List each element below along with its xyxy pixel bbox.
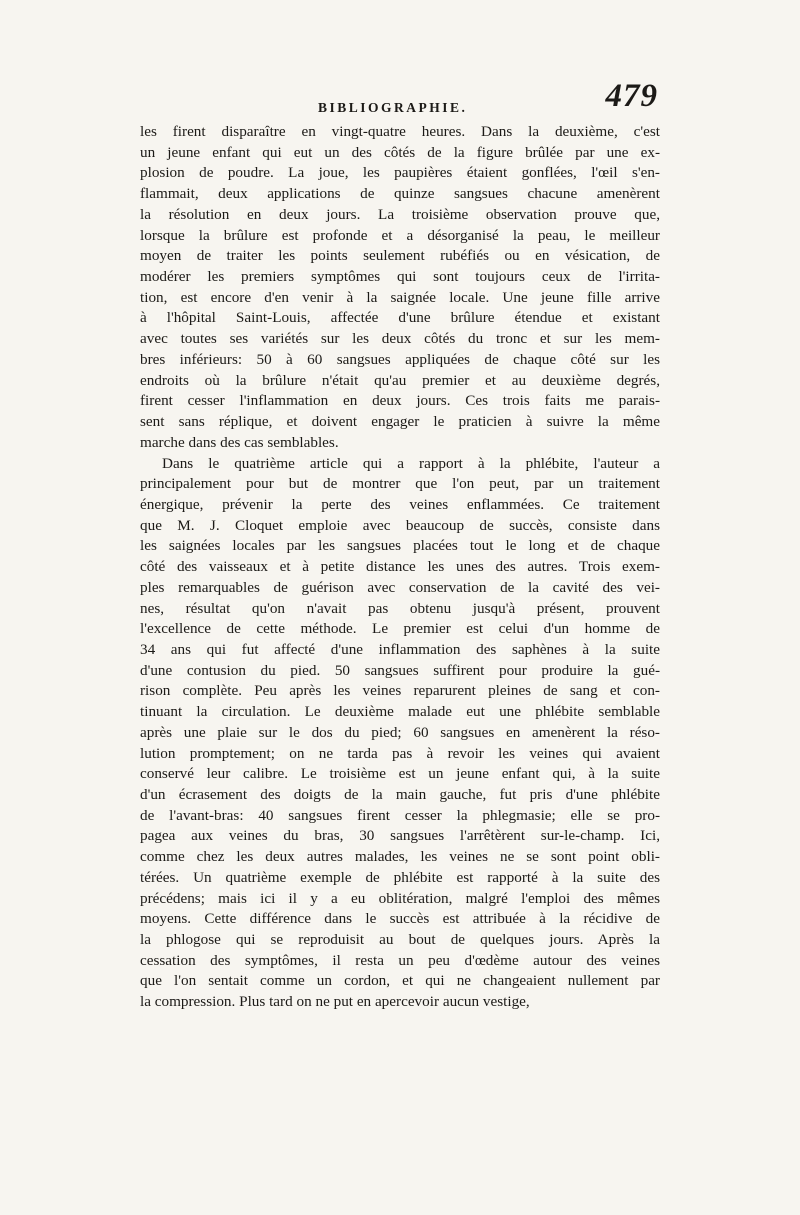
running-head: BIBLIOGRAPHIE. [318, 100, 468, 115]
text-line: énergique, prévenir la perte des veines enflammées. Ce traitement [140, 495, 660, 513]
text-line: nes, résultat qu'on n'avait pas obtenu jusqu'à présent, prouvent [140, 599, 660, 617]
text-line: principalement pour but de montrer que l'on peut, par un traitement [140, 475, 660, 493]
page-header [140, 78, 662, 122]
text-line: avec toutes ses variétés sur les deux côtés du tronc et sur les mem- [140, 330, 660, 348]
text-line: endroits où la brûlure n'était qu'au premier et au deuxième degrés, [140, 371, 660, 389]
text-line: flammait, deux applications de quinze sangsues chacune amenèrent [140, 185, 660, 203]
text-line: après une plaie sur le dos du pied; 60 sangsues en amenèrent la réso- [140, 723, 660, 741]
text-line: d'une contusion du pied. 50 sangsues suffirent pour produire la gué- [140, 661, 660, 679]
text-line: marche dans des cas semblables. [140, 433, 339, 451]
text-line: la compression. Plus tard on ne put en apercevoir aucun vestige, [140, 993, 530, 1011]
text-line: moyen de traiter les points seulement rubéfiés ou en vésication, de [140, 247, 660, 265]
text-line: que M. J. Cloquet emploie avec beaucoup de succès, consiste dans [140, 516, 660, 534]
page-number: 479 [605, 78, 658, 114]
text-line: d'un écrasement des doigts de la main gauche, fut pris d'une phlébite [140, 786, 660, 803]
text-line: tion, est encore d'en venir à la saignée locale. Une jeune fille arrive [140, 288, 660, 306]
text-line: firent cesser l'inflammation en deux jours. Ces trois faits me parais- [140, 392, 660, 410]
text-line: térées. Un quatrième exemple de phlébite est rapporté à la suite des [140, 868, 660, 886]
text-line: lorsque la brûlure est profonde et a désorganisé la peau, le meilleur [140, 226, 660, 244]
text-line: côté des vaisseaux et à petite distance les unes des autres. Trois exem- [140, 558, 660, 576]
text-line: cessation des symptômes, il resta un peu d'œdème autour des veines [140, 951, 660, 969]
text-line: les firent disparaître en vingt-quatre heures. Dans la deuxième, c'est [140, 123, 660, 140]
text-line: moyens. Cette différence dans le succès est attribuée à la récidive de [140, 910, 660, 928]
text-line: plosion de poudre. La joue, les paupières étaient gonflées, l'œil s'en- [140, 164, 660, 182]
text-line: 34 ans qui fut affecté d'une inflammation des saphènes à la suite [140, 640, 660, 658]
text-line: la phlogose qui se reproduisit au bout de quelques jours. Après la [140, 931, 660, 949]
text-line: rison complète. Peu après les veines reparurent pleines de sang et con- [140, 682, 660, 700]
body-text [140, 122, 660, 1013]
text-line: que l'on sentait comme un cordon, et qui ne changeaient nullement par [140, 972, 660, 990]
text-line: conservé leur calibre. Le troisième est un jeune enfant qui, à la suite [140, 765, 660, 783]
text-line: précédens; mais ici il y a eu oblitération, malgré l'emploi des mêmes [140, 889, 660, 907]
text-line: comme chez les deux autres malades, les veines ne se sont point obli- [140, 848, 660, 866]
text-line: un jeune enfant qui eut un des côtés de la figure brûlée par une ex- [140, 143, 660, 161]
text-line: à l'hôpital Saint-Louis, affectée d'une brûlure étendue et existant [140, 309, 660, 327]
text-line: modérer les premiers symptômes qui sont toujours ceux de l'irrita- [140, 268, 660, 286]
text-line: bres inférieurs: 50 à 60 sangsues appliquées de chaque côté sur les [140, 350, 660, 368]
text-line: de l'avant-bras: 40 sangsues firent cesser la phlegmasie; elle se pro- [140, 806, 660, 824]
text-line: Dans le quatrième article qui a rapport à la phlébite, l'auteur a [162, 454, 660, 472]
text-line: les saignées locales par les sangsues placées tout le long et de chaque [140, 537, 660, 555]
text-line: pagea aux veines du bras, 30 sangsues l'arrêtèrent sur-le-champ. Ici, [140, 827, 660, 845]
text-line: tinuant la circulation. Le deuxième malade eut une phlébite semblable [140, 703, 660, 721]
text-line: l'excellence de cette méthode. Le premier est celui d'un homme de [140, 620, 660, 638]
text-line: lution promptement; on ne tarda pas à revoir les veines qui avaient [140, 744, 660, 762]
text-line: sent sans réplique, et doivent engager le praticien à suivre la même [140, 413, 660, 431]
text-line: la résolution en deux jours. La troisième observation prouve que, [140, 205, 660, 223]
text-line: ples remarquables de guérison avec conservation de la cavité des vei- [140, 578, 660, 596]
